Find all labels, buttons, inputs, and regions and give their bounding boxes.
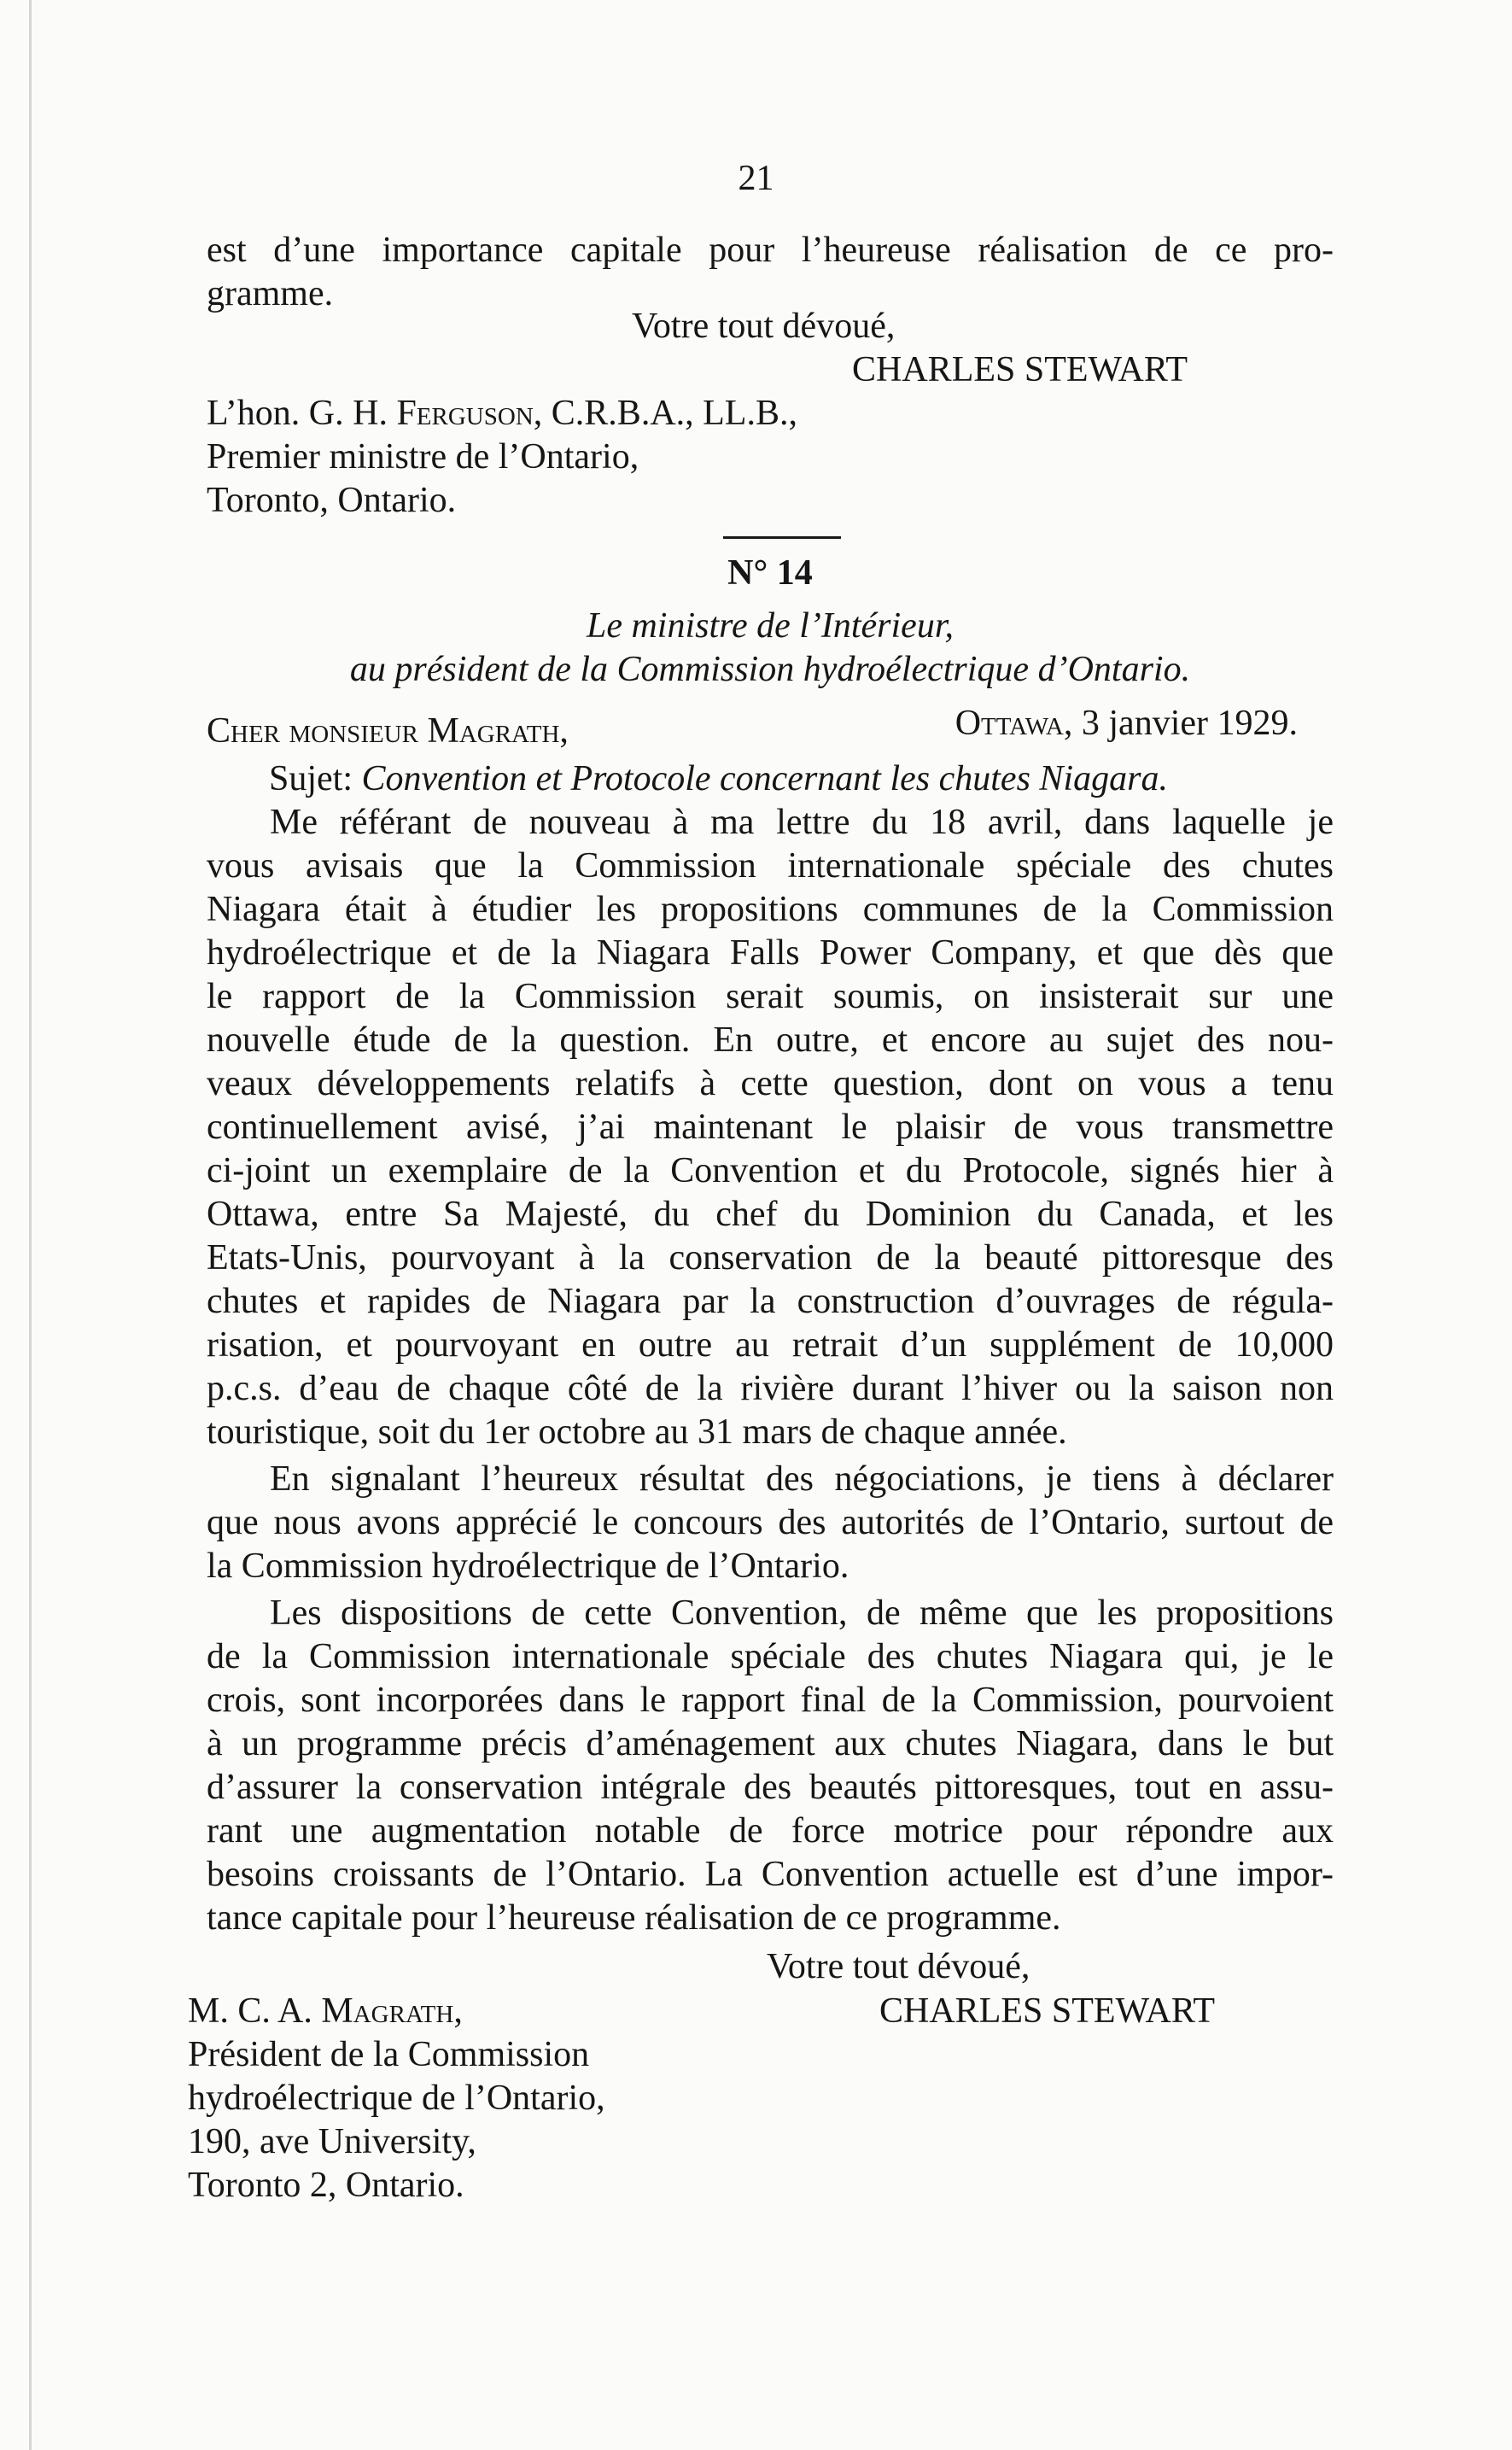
addressee-line: 190, ave University, — [188, 2122, 476, 2161]
recipient-line: Toronto, Ontario. — [207, 481, 457, 520]
addressee-line: Président de la Commission — [188, 2035, 590, 2074]
text-line: risation, et pourvoyant en outre au retrait d’un supplément de 10,000 — [207, 1325, 1334, 1365]
signature-bottom: CHARLES STEWART — [879, 1991, 1215, 2031]
section-divider — [723, 536, 841, 539]
signature-top: CHARLES STEWART — [852, 350, 1188, 389]
text-line: ci-joint un exemplaire de la Convention et du Protocole, signés hier à — [207, 1151, 1334, 1190]
addressee-name: M. C. A. Magrath, — [188, 1991, 463, 2031]
addressee-block — [188, 1990, 871, 2207]
letter-number: N° 14 — [727, 553, 813, 593]
text-line: Les dispositions de cette Convention, de même que les propositions — [270, 1593, 1334, 1633]
paragraph-2 — [207, 1458, 1334, 1588]
text-line: que nous avons apprécié le concours des autorités de l’Ontario, surtout de — [207, 1503, 1334, 1542]
recipient-line: Premier ministre de l’Ontario, — [207, 437, 639, 477]
letter-to: au président de la Commission hydroélectrique d’Ontario. — [349, 650, 1191, 689]
text-line: à un programme précis d’aménagement aux chutes Niagara, dans le but — [207, 1724, 1334, 1763]
text-line: Etats-Unis, pourvoyant à la conservation de la beauté pittoresque des — [207, 1238, 1334, 1278]
text-line: rant une augmentation notable de force motrice pour répondre aux — [207, 1811, 1334, 1851]
subject-line: Sujet: Convention et Protocole concernant les chutes Niagara. — [269, 759, 1168, 798]
recipient-name: L’hon. G. H. Ferguson, C.R.B.A., LL.B., — [207, 394, 797, 433]
text-line: tance capitale pour l’heureuse réalisation de ce programme. — [207, 1898, 1061, 1938]
text-line: hydroélectrique et de la Niagara Falls Power Company, et que dès que — [207, 933, 1334, 973]
salutation: Cher monsieur Magrath, — [207, 711, 569, 751]
paragraph-1 — [207, 801, 1334, 1454]
closing-bottom: Votre tout dévoué, — [767, 1947, 1030, 1986]
text-line: est d’une importance capitale pour l’heureuse réalisation de ce pro- — [207, 231, 1334, 270]
text-line: le rapport de la Commission serait soumis, on insisterait sur une — [207, 977, 1334, 1016]
closing-top: Votre tout dévoué, — [632, 307, 896, 346]
addressee-line: hydroélectrique de l’Ontario, — [188, 2079, 605, 2118]
text-line: chutes et rapides de Niagara par la construction d’ouvrages de régula- — [207, 1282, 1334, 1321]
text-line: p.c.s. d’eau de chaque côté de la rivière durant l’hiver ou la saison non — [207, 1369, 1334, 1408]
recipient-block-top — [207, 392, 1334, 523]
text-line: Me référant de nouveau à ma lettre du 18 avril, dans laquelle je — [270, 803, 1334, 842]
text-line: de la Commission internationale spéciale des chutes Niagara qui, je le — [207, 1637, 1334, 1676]
page-edge-shadow — [29, 0, 32, 2450]
paragraph-3 — [207, 1592, 1334, 1940]
letter-from: Le ministre de l’Intérieur, — [586, 606, 954, 646]
text-line: En signalant l’heureux résultat des négociations, je tiens à déclarer — [270, 1459, 1334, 1499]
text-line: touristique, soit du 1er octobre au 31 mars de chaque année. — [207, 1412, 1067, 1452]
text-line: la Commission hydroélectrique de l’Ontario. — [207, 1547, 849, 1586]
text-line: gramme. — [207, 274, 334, 313]
text-line: Ottawa, entre Sa Majesté, du chef du Dominion du Canada, et les — [207, 1195, 1334, 1234]
text-line: besoins croissants de l’Ontario. La Convention actuelle est d’une impor- — [207, 1855, 1334, 1894]
letter-body — [207, 801, 1334, 1944]
text-line: veaux développements relatifs à cette question, dont on vous a tenu — [207, 1064, 1334, 1103]
text-line: d’assurer la conservation intégrale des beautés pittoresques, tout en assu- — [207, 1768, 1334, 1807]
text-line: crois, sont incorporées dans le rapport final de la Commission, pourvoient — [207, 1681, 1334, 1720]
text-line: nouvelle étude de la question. En outre, et encore au sujet des nou- — [207, 1020, 1334, 1060]
text-line: Niagara était à étudier les propositions communes de la Commission — [207, 890, 1334, 929]
text-line: continuellement avisé, j’ai maintenant le plaisir de vous transmettre — [207, 1108, 1334, 1147]
text-line: vous avisais que la Commission internationale spéciale des chutes — [207, 846, 1334, 886]
previous-letter-continuation — [207, 229, 1334, 316]
page-number: 21 — [738, 159, 774, 198]
place-date: Ottawa, 3 janvier 1929. — [954, 704, 1298, 743]
addressee-line: Toronto 2, Ontario. — [188, 2166, 464, 2205]
